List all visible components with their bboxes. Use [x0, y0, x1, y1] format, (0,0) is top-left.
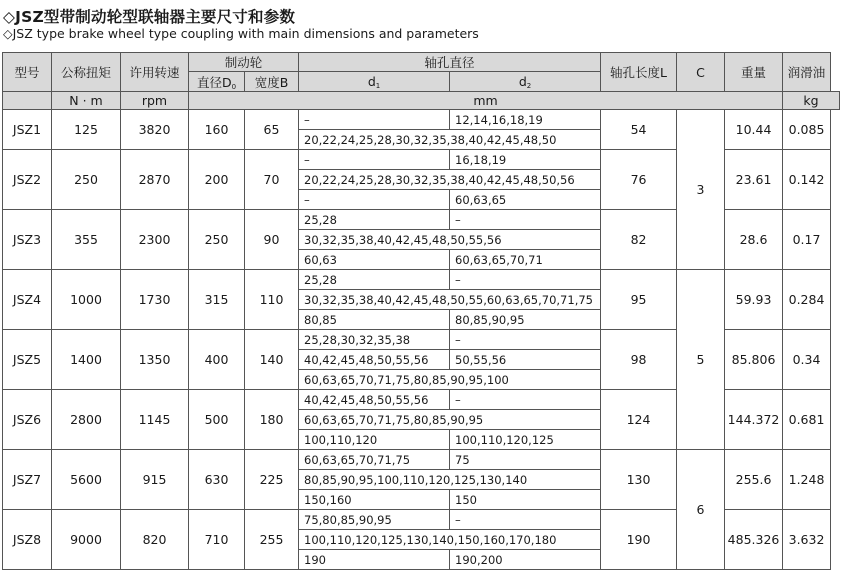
- model-cell: JSZ5: [3, 330, 52, 390]
- speed-cell: 915: [121, 450, 189, 510]
- bore-d1-cell: 100,110,120: [299, 430, 450, 450]
- weight-cell: 10.44: [725, 110, 783, 150]
- speed-cell: 1145: [121, 390, 189, 450]
- c-value-cell: 3: [677, 110, 725, 270]
- header-bore-length: 轴孔长度L: [601, 53, 677, 92]
- header-d2: $d_2$: [450, 72, 601, 92]
- bore-length-cell: 54: [601, 110, 677, 150]
- torque-cell: 5600: [52, 450, 121, 510]
- bore-length-cell: 82: [601, 210, 677, 270]
- table-body: [3, 110, 840, 570]
- header-speed: 许用转速: [121, 53, 189, 92]
- width-cell: 65: [245, 110, 299, 150]
- bore-d2-cell: –: [450, 330, 601, 350]
- bore-d2-cell: –: [450, 510, 601, 530]
- lubricant-cell: 1.248: [783, 450, 831, 510]
- header-lubricant: 润滑油: [783, 53, 831, 92]
- speed-cell: 1730: [121, 270, 189, 330]
- speed-cell: 2870: [121, 150, 189, 210]
- header-torque: 公称扭矩: [52, 53, 121, 92]
- speed-cell: 3820: [121, 110, 189, 150]
- header-model-unit: [3, 92, 52, 110]
- speed-cell: 820: [121, 510, 189, 570]
- model-cell: JSZ7: [3, 450, 52, 510]
- bore-length-cell: 130: [601, 450, 677, 510]
- header-diameter: 直径$D_0$: [189, 72, 245, 92]
- bore-d1-cell: 40,42,45,48,50,55,56: [299, 390, 450, 410]
- bore-range-cell: 30,32,35,38,40,42,45,48,50,55,56: [299, 230, 601, 250]
- bore-range-cell: 100,110,120,125,130,140,150,160,170,180: [299, 530, 601, 550]
- bore-d2-cell: 100,110,120,125: [450, 430, 601, 450]
- bore-d2-cell: 60,63,65: [450, 190, 601, 210]
- header-bore-diameter: 轴孔直径: [299, 53, 601, 72]
- weight-cell: 28.6: [725, 210, 783, 270]
- bore-d1-cell: 25,28,30,32,35,38: [299, 330, 450, 350]
- torque-cell: 250: [52, 150, 121, 210]
- bore-d2-cell: 190,200: [450, 550, 601, 570]
- bore-d1-cell: –: [299, 190, 450, 210]
- diameter-cell: 200: [189, 150, 245, 210]
- header-weight: 重量: [725, 53, 783, 92]
- weight-cell: 85.806: [725, 330, 783, 390]
- bore-d1-cell: 80,85: [299, 310, 450, 330]
- lubricant-cell: 0.284: [783, 270, 831, 330]
- header-model: 型号: [3, 53, 52, 92]
- table-row: [3, 270, 840, 290]
- torque-cell: 2800: [52, 390, 121, 450]
- bore-d2-cell: 75: [450, 450, 601, 470]
- bore-range-cell: 60,63,65,70,71,75,80,85,90,95,100: [299, 370, 601, 390]
- bore-d2-cell: –: [450, 210, 601, 230]
- lubricant-cell: 0.681: [783, 390, 831, 450]
- width-cell: 90: [245, 210, 299, 270]
- bore-d2-cell: 80,85,90,95: [450, 310, 601, 330]
- weight-cell: 485.326: [725, 510, 783, 570]
- diameter-cell: 500: [189, 390, 245, 450]
- bore-range-cell: 20,22,24,25,28,30,32,35,38,40,42,45,48,50,56: [299, 170, 601, 190]
- bore-length-cell: 98: [601, 330, 677, 390]
- bore-d2-cell: –: [450, 270, 601, 290]
- bore-length-cell: 124: [601, 390, 677, 450]
- bore-range-cell: 80,85,90,95,100,110,120,125,130,140: [299, 470, 601, 490]
- bore-d2-cell: 12,14,16,18,19: [450, 110, 601, 130]
- model-cell: JSZ1: [3, 110, 52, 150]
- lubricant-cell: 0.085: [783, 110, 831, 150]
- bore-d1-cell: 150,160: [299, 490, 450, 510]
- torque-cell: 9000: [52, 510, 121, 570]
- speed-cell: 2300: [121, 210, 189, 270]
- bore-length-cell: 76: [601, 150, 677, 210]
- bore-range-cell: 20,22,24,25,28,30,32,35,38,40,42,45,48,50: [299, 130, 601, 150]
- unit-mm: mm: [189, 92, 783, 110]
- c-value-cell: 5: [677, 270, 725, 450]
- diameter-cell: 250: [189, 210, 245, 270]
- bore-d2-cell: 50,55,56: [450, 350, 601, 370]
- model-cell: JSZ6: [3, 390, 52, 450]
- speed-cell: 1350: [121, 330, 189, 390]
- torque-cell: 355: [52, 210, 121, 270]
- model-cell: JSZ4: [3, 270, 52, 330]
- lubricant-cell: 0.142: [783, 150, 831, 210]
- diameter-cell: 710: [189, 510, 245, 570]
- diameter-cell: 400: [189, 330, 245, 390]
- bore-d1-cell: 25,28: [299, 270, 450, 290]
- bore-d2-cell: 60,63,65,70,71: [450, 250, 601, 270]
- diameter-cell: 315: [189, 270, 245, 330]
- bore-d1-cell: 60,63: [299, 250, 450, 270]
- torque-cell: 125: [52, 110, 121, 150]
- page-title: ◇JSZ型带制动轮型联轴器主要尺寸和参数: [3, 8, 296, 26]
- lubricant-cell: 3.632: [783, 510, 831, 570]
- c-value-cell: 6: [677, 450, 725, 570]
- weight-cell: 255.6: [725, 450, 783, 510]
- width-cell: 180: [245, 390, 299, 450]
- torque-cell: 1000: [52, 270, 121, 330]
- bore-d1-cell: 190: [299, 550, 450, 570]
- model-cell: JSZ8: [3, 510, 52, 570]
- model-cell: JSZ3: [3, 210, 52, 270]
- bore-d1-cell: 60,63,65,70,71,75: [299, 450, 450, 470]
- header-c: C: [677, 53, 725, 92]
- width-cell: 255: [245, 510, 299, 570]
- coupling-parameters-table: [2, 52, 840, 570]
- bore-d1-cell: 25,28: [299, 210, 450, 230]
- torque-cell: 1400: [52, 330, 121, 390]
- table-row: [3, 450, 840, 470]
- lubricant-cell: 0.34: [783, 330, 831, 390]
- width-cell: 70: [245, 150, 299, 210]
- diameter-cell: 630: [189, 450, 245, 510]
- weight-cell: 144.372: [725, 390, 783, 450]
- page-subtitle: ◇JSZ type brake wheel type coupling with main dimensions and parameters: [3, 26, 479, 41]
- bore-d1-cell: –: [299, 110, 450, 130]
- bore-d2-cell: 150: [450, 490, 601, 510]
- model-cell: JSZ2: [3, 150, 52, 210]
- bore-length-cell: 190: [601, 510, 677, 570]
- weight-cell: 59.93: [725, 270, 783, 330]
- bore-range-cell: 30,32,35,38,40,42,45,48,50,55,60,63,65,70,71,75: [299, 290, 601, 310]
- unit-kg: kg: [783, 92, 840, 110]
- width-cell: 225: [245, 450, 299, 510]
- bore-d2-cell: 16,18,19: [450, 150, 601, 170]
- diameter-cell: 160: [189, 110, 245, 150]
- bore-d2-cell: –: [450, 390, 601, 410]
- bore-length-cell: 95: [601, 270, 677, 330]
- table-row: [3, 110, 840, 130]
- unit-torque: N · m: [52, 92, 121, 110]
- width-cell: 110: [245, 270, 299, 330]
- header-d1: $d_1$: [299, 72, 450, 92]
- bore-d1-cell: 40,42,45,48,50,55,56: [299, 350, 450, 370]
- unit-speed: rpm: [121, 92, 189, 110]
- bore-range-cell: 60,63,65,70,71,75,80,85,90,95: [299, 410, 601, 430]
- header-width: 宽度B: [245, 72, 299, 92]
- bore-d1-cell: –: [299, 150, 450, 170]
- weight-cell: 23.61: [725, 150, 783, 210]
- header-brake-wheel: 制动轮: [189, 53, 299, 72]
- width-cell: 140: [245, 330, 299, 390]
- lubricant-cell: 0.17: [783, 210, 831, 270]
- bore-d1-cell: 75,80,85,90,95: [299, 510, 450, 530]
